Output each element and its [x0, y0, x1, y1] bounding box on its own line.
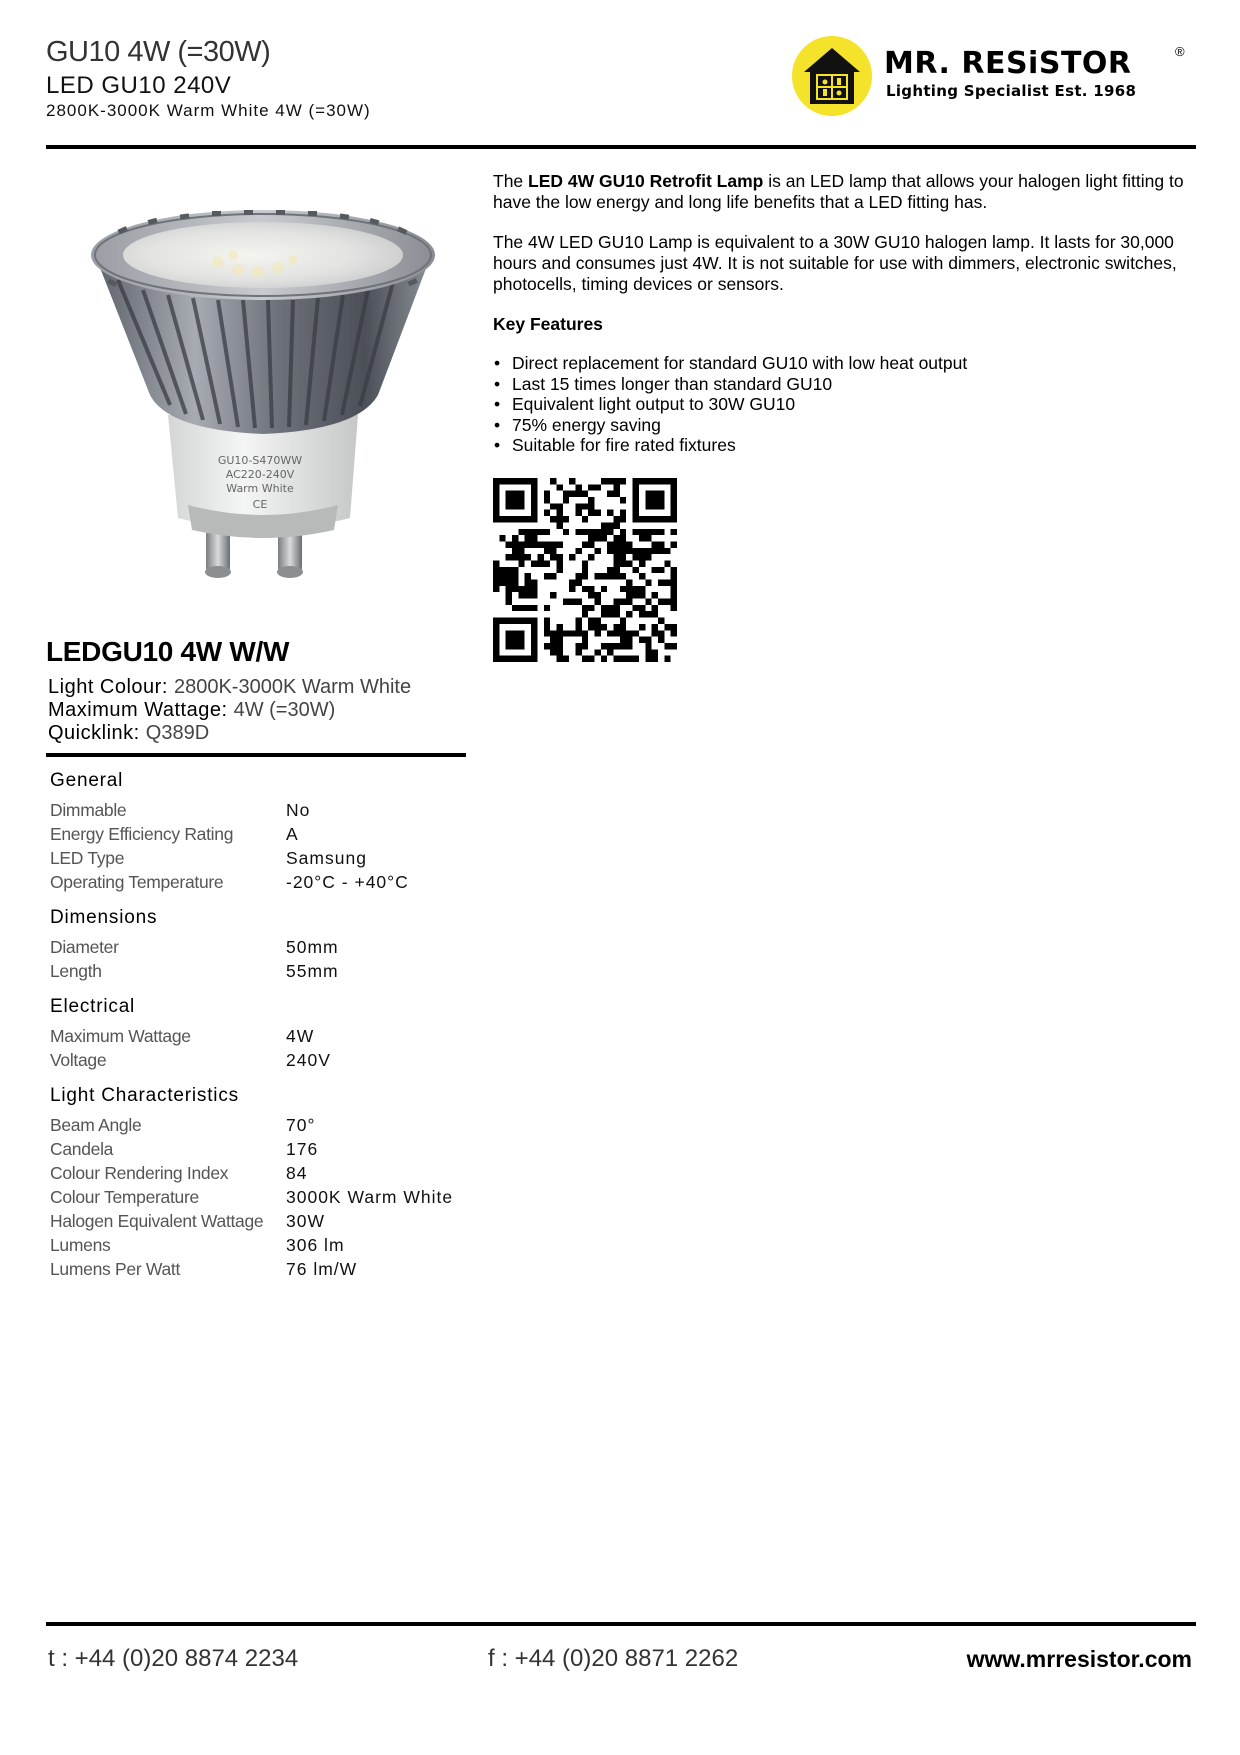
product-description — [493, 171, 1203, 456]
table-row: Voltage 240V — [50, 1050, 331, 1070]
logo-tagline: Lighting Specialist Est. 1968 — [886, 82, 1137, 100]
table-row: Energy Efficiency Rating A — [50, 824, 299, 844]
table-row: Candela 176 — [50, 1139, 319, 1159]
spec-section-dimensions — [50, 907, 470, 982]
list-item: • Suitable for fire rated fixtures — [493, 435, 1203, 456]
table-row: Lumens 306 lm — [50, 1235, 345, 1255]
spec-table — [50, 770, 470, 1294]
table-row: Diameter 50mm — [50, 937, 339, 957]
brand-logo — [792, 36, 1192, 116]
key-features-list — [493, 353, 1203, 456]
table-row: Dimmable No — [50, 800, 311, 820]
max-wattage-line: Maximum Wattage: 4W (=30W) — [48, 699, 336, 721]
light-colour-value: 2800K-3000K Warm White — [173, 676, 412, 698]
spec-section-title: Light Characteristics — [50, 1085, 239, 1106]
spec-section-title: General — [50, 770, 124, 791]
quicklink-value: Q389D — [145, 722, 210, 744]
description-paragraph-2: The 4W LED GU10 Lamp is equivalent to a 30W GU10 halogen lamp. It lasts for 30,000 hours and consumes just 4W. It is not suitable for use with dimmers, electronic switches, photocells, timing devices or sensors. — [493, 232, 1177, 294]
table-row: Operating Temperature -20°C - +40°C — [50, 872, 409, 892]
logo-registered-mark: ® — [1175, 44, 1185, 59]
product-code: LEDGU10 4W W/W — [46, 636, 290, 667]
logo-wordmark: MR. RESiSTOR — [884, 46, 1132, 81]
table-row: LED Type Samsung — [50, 848, 367, 868]
quicklink-line: Quicklink: Q389D — [48, 722, 210, 744]
list-item: • Equivalent light output to 30W GU10 — [493, 394, 1203, 415]
max-wattage-value: 4W (=30W) — [233, 699, 336, 721]
key-features-title: Key Features — [493, 314, 603, 334]
page-subtitle: LED GU10 240V — [46, 72, 232, 99]
bulb-voltage-print: AC220-240V — [225, 468, 295, 481]
table-row: Length 55mm — [50, 961, 339, 981]
spec-section-general — [50, 770, 470, 893]
spec-section-light — [50, 1085, 470, 1280]
logo-badge — [792, 36, 872, 116]
house-icon — [792, 36, 872, 116]
description-paragraph-1: The LED 4W GU10 Retrofit Lamp is an LED lamp that allows your halogen light fitting to have the low energy and long life benefits that a LED fitting has. — [493, 171, 1184, 212]
footer-phone[interactable]: t : +44 (0)20 8874 2234 — [48, 1645, 299, 1672]
light-colour-line: Light Colour: 2800K-3000K Warm White — [48, 676, 412, 698]
footer-website-link[interactable]: www.mrresistor.com — [966, 1646, 1192, 1672]
header-divider — [46, 145, 1196, 149]
table-row: Lumens Per Watt 76 lm/W — [50, 1259, 358, 1279]
table-row: Colour Temperature 3000K Warm White — [50, 1187, 454, 1207]
footer-divider — [46, 1622, 1196, 1626]
product-bulb-image — [88, 200, 438, 585]
list-item: • Last 15 times longer than standard GU10 — [493, 374, 1203, 395]
table-row: Beam Angle 70° — [50, 1115, 316, 1135]
list-item: • 75% energy saving — [493, 415, 1203, 436]
spec-section-title: Dimensions — [50, 907, 158, 928]
description-product-name: LED 4W GU10 Retrofit Lamp — [528, 171, 764, 191]
page-title: GU10 4W (=30W) — [46, 36, 271, 68]
page-subtitle-detail: 2800K-3000K Warm White 4W (=30W) — [46, 101, 371, 120]
spec-section-electrical — [50, 996, 470, 1071]
bulb-colour-print: Warm White — [226, 482, 294, 495]
table-row: Colour Rendering Index 84 — [50, 1163, 308, 1183]
spec-section-title: Electrical — [50, 996, 136, 1017]
bulb-ce-mark: CE — [252, 498, 268, 511]
list-item: • Direct replacement for standard GU10 with low heat output — [493, 353, 1203, 374]
qr-code[interactable] — [493, 478, 677, 662]
summary-divider — [46, 753, 466, 757]
table-row: Maximum Wattage 4W — [50, 1026, 315, 1046]
product-summary — [48, 676, 411, 745]
table-row: Halogen Equivalent Wattage 30W — [50, 1211, 325, 1231]
bulb-model-print: GU10-S470WW — [217, 454, 303, 467]
footer-fax: f : +44 (0)20 8871 2262 — [488, 1645, 739, 1672]
